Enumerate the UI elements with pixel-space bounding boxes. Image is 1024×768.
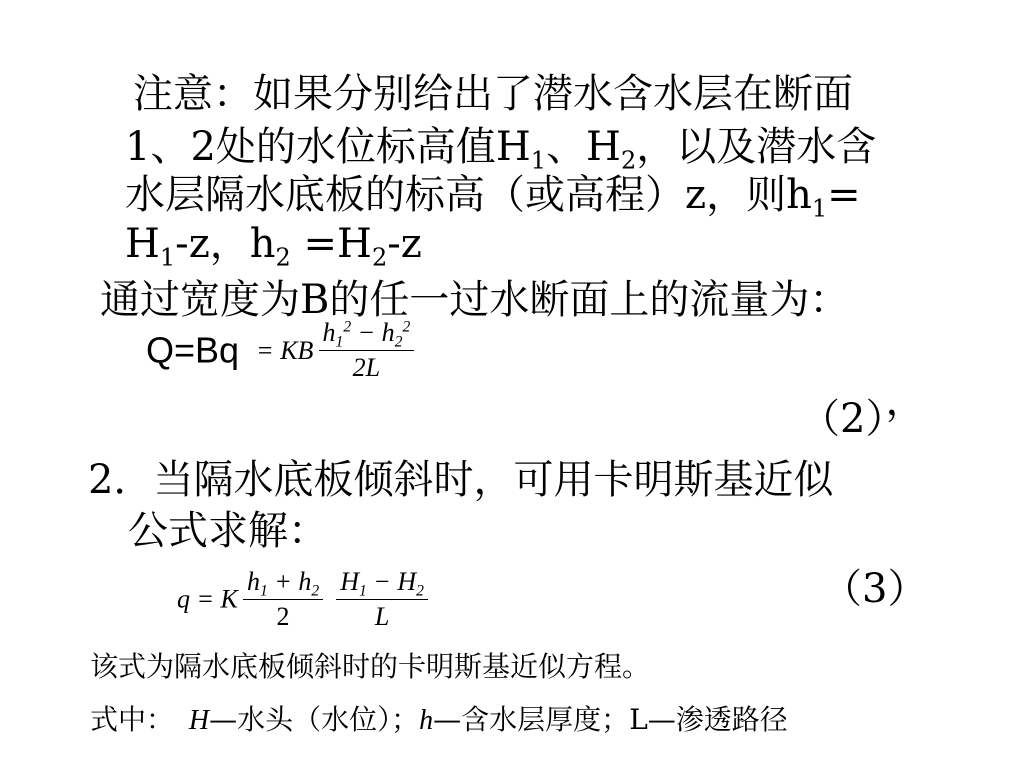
eq3-fraction-2: $\frac{H_1 - H_2}{L}$ [336, 567, 428, 632]
note-line-3: 水层隔水底板的标高（或高程）z，则$h_1=$ [125, 172, 861, 223]
note-line-2: 1、2处的水位标高值$H_1$、$H_2$，以及潜水含 [125, 124, 877, 175]
eq2-fraction: $\frac{h_1^2 - h_2^2}{2L}$ [319, 318, 415, 383]
description-line: 该式为隔水底板倾斜时的卡明斯基近似方程。 [90, 650, 651, 683]
eq3-lhs: q = K [177, 584, 238, 614]
eq3-fraction-1: $\frac{h_1 + h_2}{2}$ [243, 567, 323, 632]
eq2-lhs: Q=Bq [146, 329, 240, 371]
note-line-1: 注意：如果分别给出了潜水含水层在断面 [133, 71, 853, 117]
flow-statement: 通过宽度为B的任一过水断面上的流量为： [100, 277, 850, 323]
note-line-4: $H_1-z$，$h_2 =H_2-z$ [125, 221, 422, 272]
eq3-number: （3） [822, 566, 928, 612]
eq2-number: （2）， [800, 378, 926, 442]
section2-line-2: 公式求解： [128, 508, 328, 554]
equation-3 [177, 567, 428, 632]
equation-2 [146, 318, 414, 383]
section2-line-1: 2．当隔水底板倾斜时，可用卡明斯基近似 [88, 457, 834, 503]
legend-line: 式中： H—水头（水位）；h—含水层厚度；L—渗透路径 [90, 703, 788, 736]
eq2-kb: = KB [256, 335, 314, 365]
